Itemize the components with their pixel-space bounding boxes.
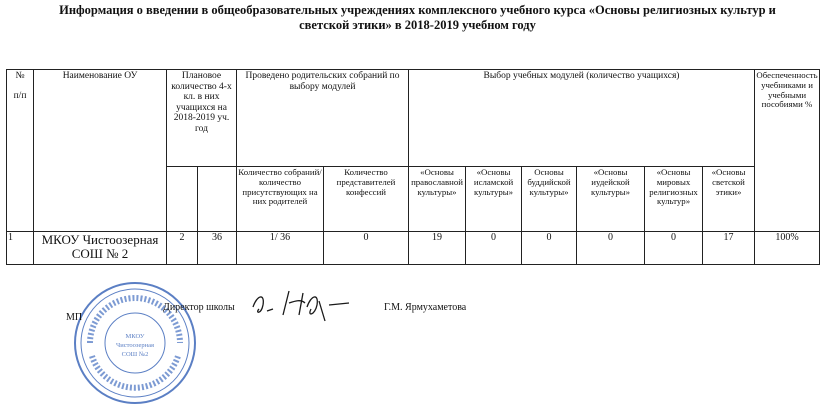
table-row (7, 232, 820, 265)
subheader-secular: «Основы светской этики» (703, 167, 755, 232)
cell-orthodox: 19 (409, 232, 466, 265)
header-planned-students (198, 167, 237, 232)
header-modules: Выбор учебных модулей (количество учащихся) (409, 70, 755, 167)
subheader-islamic: «Основы исламской культуры» (466, 167, 522, 232)
title-line-1: Информация о введении в общеобразовательных учреждениях комплексного учебного курса «Основы религиозных культур и (59, 3, 776, 17)
svg-text:СОШ №2: СОШ №2 (121, 351, 149, 358)
subheader-world: «Основы мировых религиозных культур» (645, 167, 703, 232)
cell-school: МКОУ Чистоозерная СОШ № 2 (34, 232, 167, 265)
header-school: Наименование ОУ (34, 70, 167, 232)
svg-text:Чистоозерная: Чистоозерная (116, 342, 154, 349)
cell-meetings: 1/ 36 (237, 232, 324, 265)
header-provision: Обеспеченность учебниками и учебными пособиями % (755, 70, 820, 232)
director-name: Г.М. Ярмухаметова (384, 302, 467, 313)
subheader-meetings-count: Количество собраний/ количество присутствующих на них родителей (237, 167, 324, 232)
subheader-buddhist: Основы буддийской культуры» (522, 167, 577, 232)
subheader-confessions: Количество представителей конфессий (324, 167, 409, 232)
title-line-2: светской этики» в 2018-2019 учебном году (299, 18, 536, 32)
cell-buddhist: 0 (522, 232, 577, 265)
subheader-jewish: «Основы иудейской культуры» (577, 167, 645, 232)
subheader-orthodox: «Основы православной культуры» (409, 167, 466, 232)
header-planned: Плановое количество 4-х кл. в них учащихся на 2018-2019 уч. год (167, 70, 237, 167)
report-table (6, 69, 820, 265)
cell-confessions: 0 (324, 232, 409, 265)
official-seal (70, 278, 200, 408)
document-title (0, 3, 835, 33)
cell-students: 36 (198, 232, 237, 265)
header-meetings: Проведено родительских собраний по выбору модулей (237, 70, 409, 167)
header-planned-classes (167, 167, 198, 232)
cell-provision: 100% (755, 232, 820, 265)
header-num: № п/п (7, 70, 34, 232)
cell-classes: 2 (167, 232, 198, 265)
cell-jewish: 0 (577, 232, 645, 265)
svg-text:МКОУ: МКОУ (125, 333, 145, 340)
cell-world: 0 (645, 232, 703, 265)
cell-islamic: 0 (466, 232, 522, 265)
stamp-label: МП (66, 312, 83, 323)
director-label: Директор школы (163, 302, 235, 313)
cell-secular: 17 (703, 232, 755, 265)
cell-num: 1 (7, 232, 34, 265)
director-signature (245, 285, 355, 325)
